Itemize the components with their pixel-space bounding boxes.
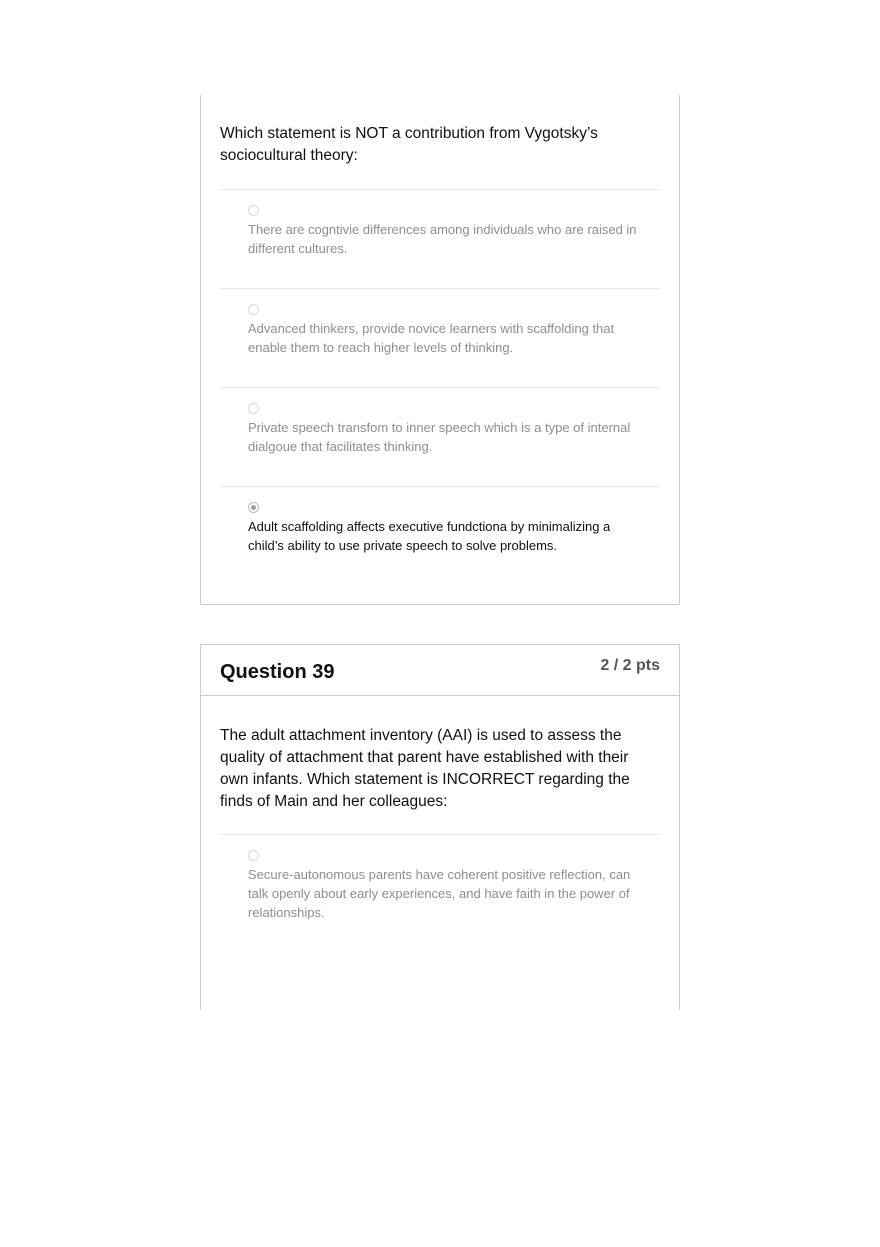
radio-selected-icon[interactable] [248,502,259,513]
question-points: 2 / 2 pts [600,657,660,674]
answer-label: There are cogntivie differences among individuals who are raised in different cultures. [248,222,637,256]
radio-unselected-icon[interactable] [248,304,259,315]
answer-label: Secure-autonomous parents have coherent positive reflection, can talk openly about early experiences, and have faith in the power of relationships. [248,867,631,920]
answer-list [220,834,660,933]
question-card-38 [200,95,680,605]
answer-option[interactable] [220,189,660,288]
question-text: Which statement is NOT a contribution from Vygotsky’s sociocultural theory: [220,125,598,164]
answer-label: Advanced thinkers, provide novice learners with scaffolding that enable them to reach higher levels of thinking. [248,321,615,355]
question-card-39 [200,644,680,1010]
answer-label: Private speech transfom to inner speech which is a type of internal dialgoue that facilitates thinking. [248,420,631,454]
answer-label: Adult scaffolding affects executive fundctiona by minimalizing a child’s ability to use private speech to solve problems. [248,519,611,553]
question-header [201,645,679,696]
answer-option-selected[interactable] [220,486,660,585]
radio-unselected-icon[interactable] [248,850,259,861]
answer-list [220,189,660,585]
question-text: The adult attachment inventory (AAI) is used to assess the quality of attachment that parent have established with their own infants. Which statement is INCORRECT regarding the finds of Main and her colleagues: [220,727,630,810]
question-title: Question 39 [220,661,335,683]
radio-unselected-icon[interactable] [248,403,259,414]
answer-option[interactable] [220,387,660,486]
answer-option[interactable] [220,834,660,933]
radio-unselected-icon[interactable] [248,205,259,216]
answer-option[interactable] [220,288,660,387]
